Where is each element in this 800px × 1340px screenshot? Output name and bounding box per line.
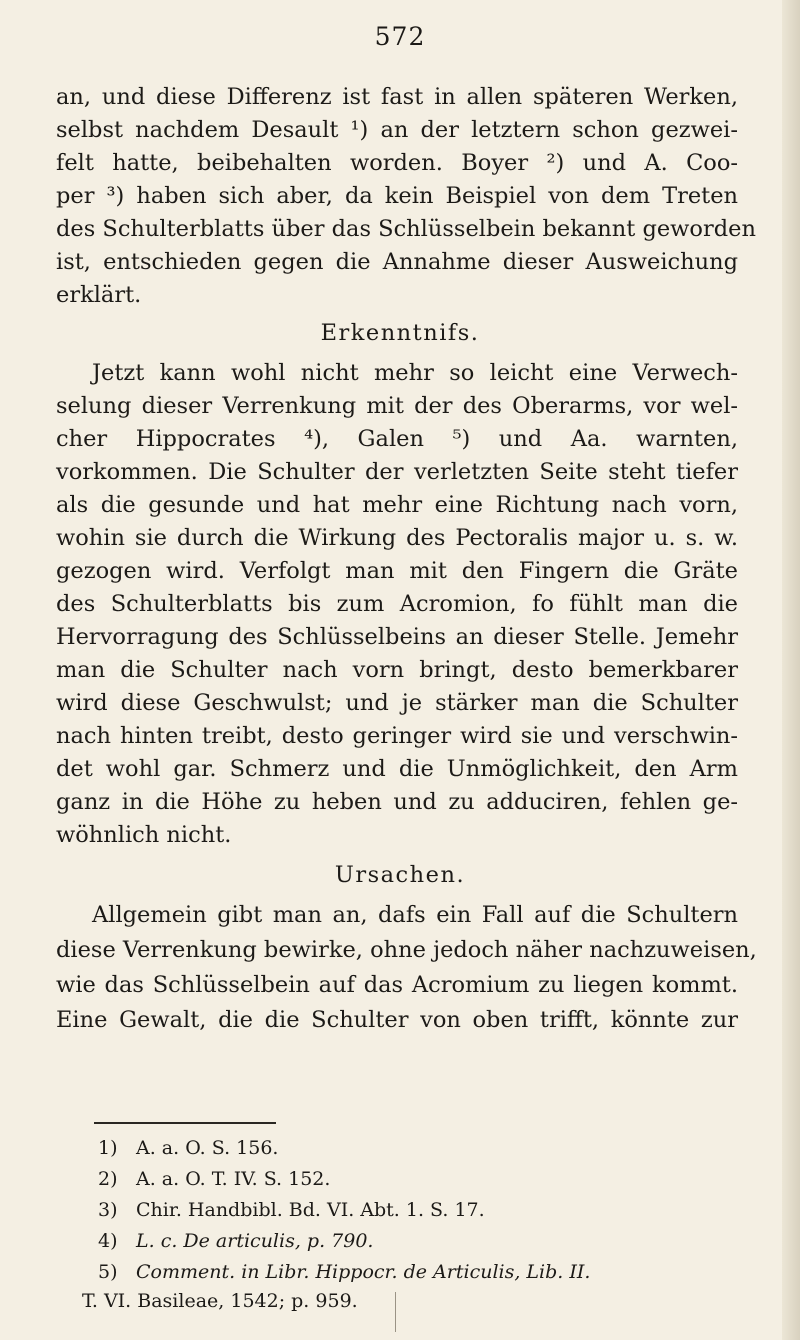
page-number: 572	[374, 22, 426, 51]
text-line: selung dieser Verrenkung mit der des Oberarms, vor wel-	[56, 393, 738, 419]
text-line: Hervorragung des Schlüsselbeins an dieser Stelle. Jemehr	[56, 624, 738, 650]
footnote-text: L. c. De articulis, p. 790.	[136, 1230, 374, 1252]
footnote-3	[98, 1198, 485, 1222]
footnote-text: Comment. in Libr. Hippocr. de Articulis, Lib. II.	[136, 1261, 591, 1283]
section-heading-ursachen: Ursachen.	[334, 862, 466, 888]
text-line: cher Hippocrates ⁴), Galen ⁵) und Aa. warnten,	[56, 426, 738, 452]
text-line: Jetzt kann wohl nicht mehr so leicht eine Verwech-	[92, 360, 738, 386]
text-line: wöhnlich nicht.	[56, 822, 232, 848]
text-line: als die gesunde und hat mehr eine Richtung nach vorn,	[56, 492, 738, 518]
text-line: det wohl gar. Schmerz und die Unmöglichkeit, den Arm	[56, 756, 738, 782]
footnote-text: A. a. O. S. 156.	[136, 1137, 279, 1159]
footnote-number: 1)	[98, 1137, 118, 1159]
text-line: an, und diese Differenz ist fast in allen späteren Werken,	[56, 84, 738, 110]
text-line: erklärt.	[56, 282, 142, 308]
footnote-separator	[94, 1122, 276, 1124]
text-line: gezogen wird. Verfolgt man mit den Fingern die Gräte	[56, 558, 738, 584]
section-heading-erkenntniss: Erkenntnifs.	[320, 320, 480, 346]
text-line: man die Schulter nach vorn bringt, desto bemerkbarer	[56, 657, 738, 683]
footnote-5	[98, 1260, 590, 1284]
text-line: ganz in die Höhe zu heben und zu adduciren, fehlen ge-	[56, 789, 738, 815]
footnote-number: 4)	[98, 1230, 118, 1252]
page-edge-shadow	[782, 0, 800, 1340]
text-line: felt hatte, beibehalten worden. Boyer ²) und A. Coo-	[56, 150, 738, 176]
footnote-text: A. a. O. T. IV. S. 152.	[136, 1168, 331, 1190]
footnote-text: Chir. Handbibl. Bd. VI. Abt. 1. S. 17.	[136, 1199, 485, 1221]
footnote-4	[98, 1229, 373, 1253]
text-line: wird diese Geschwulst; und je stärker man die Schulter	[56, 690, 738, 716]
footnote-continuation: T. VI. Basileae, 1542; p. 959.	[82, 1290, 358, 1312]
text-line: wohin sie durch die Wirkung des Pectoralis major u. s. w.	[56, 525, 738, 551]
text-line: des Schulterblatts bis zum Acromion, fo fühlt man die	[56, 591, 738, 617]
text-line: wie das Schlüsselbein auf das Acromium zu liegen kommt.	[56, 972, 738, 998]
footnote-1	[98, 1136, 278, 1160]
text-line: per ³) haben sich aber, da kein Beispiel von dem Treten	[56, 183, 738, 209]
text-line: Eine Gewalt, die die Schulter von oben trifft, könnte zur	[56, 1007, 738, 1033]
footnote-number: 3)	[98, 1199, 118, 1221]
text-line: selbst nachdem Desault ¹) an der letztern schon gezwei-	[56, 117, 738, 143]
text-line: diese Verrenkung bewirke, ohne jedoch näher nachzuweisen,	[56, 937, 757, 963]
footnote-number: 2)	[98, 1168, 118, 1190]
text-line: ist, entschieden gegen die Annahme dieser Ausweichung	[56, 249, 738, 275]
text-line: des Schulterblatts über das Schlüsselbein bekannt geworden	[56, 216, 756, 242]
pencil-mark	[395, 1292, 406, 1332]
text-line: nach hinten treibt, desto geringer wird sie und verschwin-	[56, 723, 738, 749]
text-line: vorkommen. Die Schulter der verletzten Seite steht tiefer	[56, 459, 738, 485]
text-line: Allgemein gibt man an, dafs ein Fall auf die Schultern	[92, 902, 738, 928]
footnote-number: 5)	[98, 1261, 118, 1283]
footnote-2	[98, 1167, 330, 1191]
